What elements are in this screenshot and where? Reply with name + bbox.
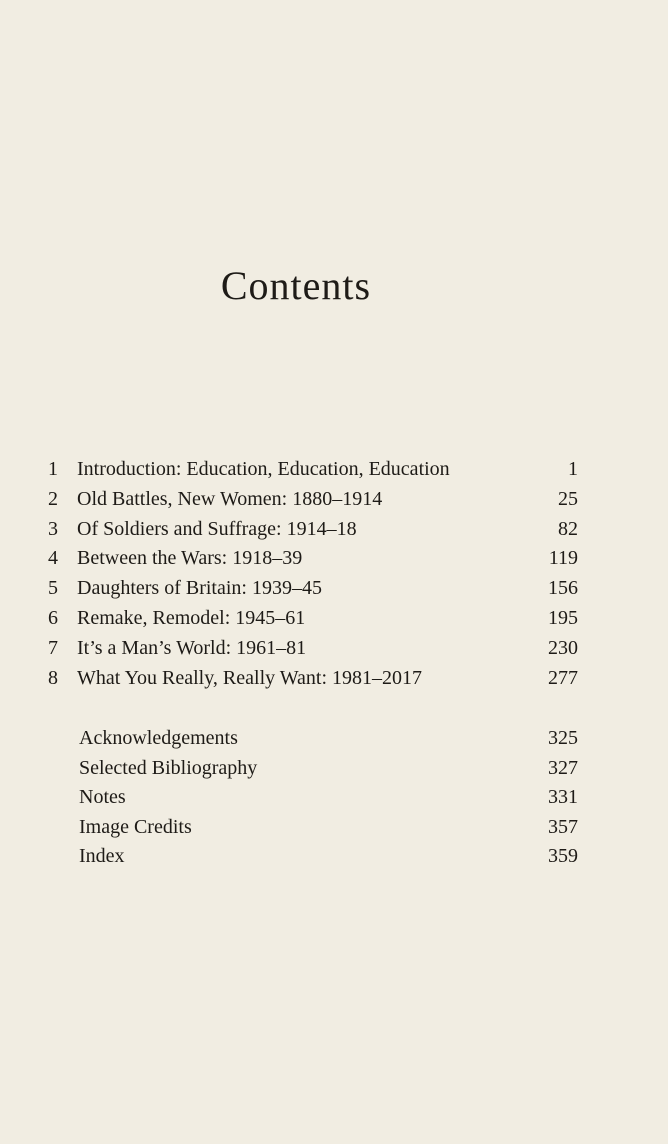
chapter-title: It’s a Man’s World: 1961–81 [77,636,307,659]
chapter-title: Remake, Remodel: 1945–61 [77,606,306,629]
page-number: 230 [548,636,578,659]
toc-entry [0,574,668,604]
page-number: 357 [548,815,578,838]
page-number: 119 [548,547,578,570]
toc-entry [0,515,668,545]
chapter-title: Introduction: Education, Education, Education [77,458,450,480]
chapter-title: Daughters of Britain: 1939–45 [77,577,322,600]
section-title: Acknowledgements [79,727,238,749]
toc-entry [0,664,668,694]
chapter-title: Between the Wars: 1918–39 [77,547,303,570]
toc-entry [0,842,668,872]
page-number: 1 [568,458,578,480]
toc-entry [0,754,668,784]
chapter-number: 3 [48,517,58,540]
page-title: Contents [220,263,372,308]
chapter-number: 7 [48,636,58,659]
page-number: 325 [548,727,578,749]
chapter-number: 5 [48,577,58,600]
page-number: 277 [548,666,578,689]
chapter-number: 6 [48,606,58,629]
page-number: 82 [558,517,578,540]
page-number: 331 [548,786,578,809]
chapter-number: 8 [48,666,58,689]
chapter-title: What You Really, Really Want: 1981–2017 [77,666,423,689]
page-number: 25 [558,487,578,510]
toc-entry [0,544,668,574]
toc-entry [0,485,668,515]
back-matter-list [0,724,668,872]
page-number: 359 [548,845,578,868]
section-title: Notes [79,786,126,809]
toc-entry [0,813,668,843]
toc-entry [0,604,668,634]
section-title: Image Credits [79,815,192,838]
toc-entry [0,455,668,485]
section-title: Index [79,845,125,868]
chapter-list [0,455,668,693]
chapter-title: Old Battles, New Women: 1880–1914 [77,487,383,510]
page-number: 327 [548,756,578,779]
toc-entry [0,634,668,664]
toc-entry [0,724,668,754]
section-title: Selected Bibliography [79,756,258,779]
chapter-title: Of Soldiers and Suffrage: 1914–18 [77,517,357,540]
chapter-number: 2 [48,487,58,510]
chapter-number: 4 [48,547,58,570]
page-number: 156 [548,577,578,600]
chapter-number: 1 [48,458,58,480]
page-number: 195 [548,606,578,629]
toc-entry [0,783,668,813]
